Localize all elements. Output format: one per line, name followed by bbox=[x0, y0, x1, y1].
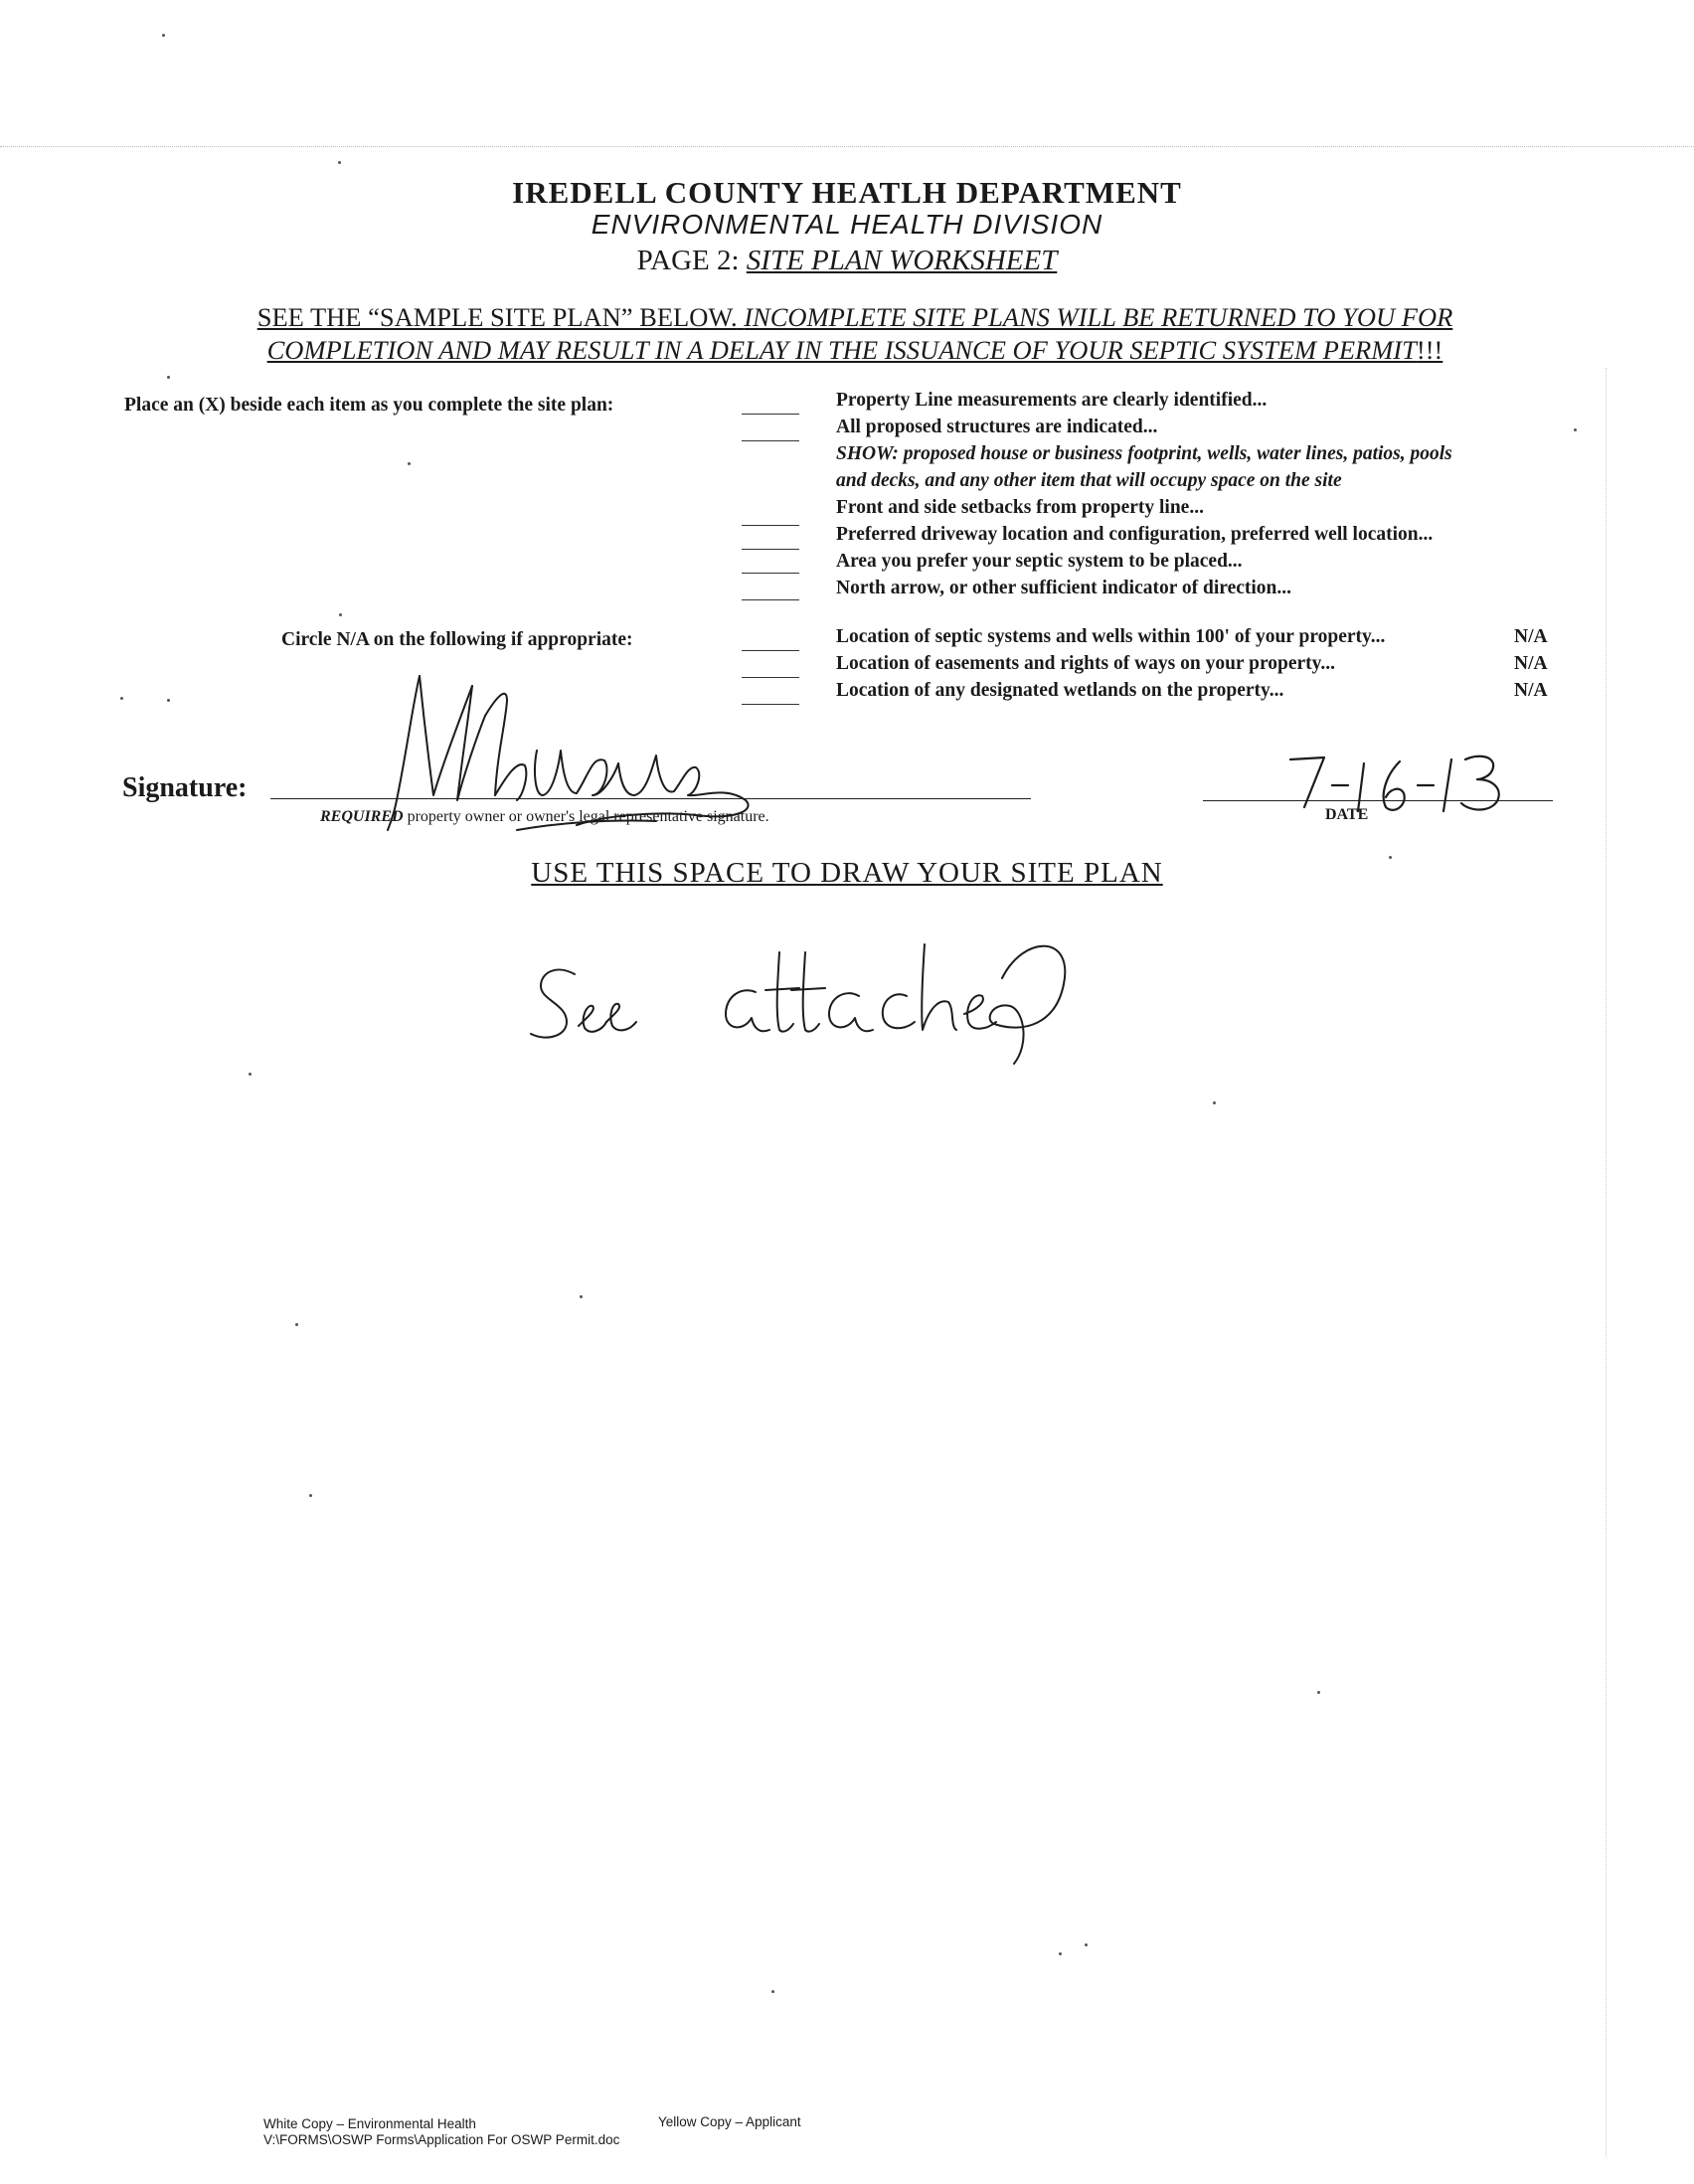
handwritten-date bbox=[1282, 746, 1531, 820]
handwritten-see-attached bbox=[527, 915, 1084, 1084]
handwritten-signature bbox=[358, 656, 815, 855]
footer-white-copy: White Copy – Environmental Health bbox=[263, 2116, 476, 2131]
worksheet-title: SITE PLAN WORKSHEET bbox=[746, 245, 1058, 276]
checklist-instruction: Place an (X) beside each item as you complete the site plan: bbox=[124, 395, 614, 416]
page-title bbox=[0, 245, 1694, 277]
na-option[interactable]: N/A bbox=[1514, 680, 1548, 701]
warning-exclaim: !!! bbox=[1416, 335, 1443, 365]
na-item: Location of easements and rights of ways on your property... bbox=[836, 653, 1335, 674]
scan-speck bbox=[1389, 856, 1392, 859]
checklist-item: Front and side setbacks from property line... bbox=[836, 497, 1204, 518]
checkbox-line-setbacks[interactable] bbox=[742, 525, 799, 526]
scan-edge-line-right bbox=[1606, 368, 1607, 2157]
checklist-item: North arrow, or other sufficient indicator of direction... bbox=[836, 578, 1292, 598]
warning-line-1 bbox=[159, 302, 1551, 333]
footer-file-path: V:\FORMS\OSWP Forms\Application For OSWP Permit.doc bbox=[263, 2132, 620, 2147]
page-label: PAGE 2: bbox=[636, 245, 740, 276]
warning-delay-note: COMPLETION AND MAY RESULT IN A DELAY IN THE ISSUANCE OF YOUR SEPTIC SYSTEM PERMIT bbox=[266, 335, 1417, 365]
scan-speck bbox=[1059, 1952, 1062, 1955]
warning-line-2 bbox=[159, 335, 1551, 366]
checkbox-line-structures[interactable] bbox=[742, 440, 799, 441]
na-item: Location of septic systems and wells within 100' of your property... bbox=[836, 626, 1386, 647]
division-title: ENVIRONMENTAL HEALTH DIVISION bbox=[591, 209, 1103, 240]
checklist-item: Preferred driveway location and configuration, preferred well location... bbox=[836, 524, 1434, 545]
scan-edge-line bbox=[0, 146, 1694, 147]
scan-speck bbox=[771, 1990, 774, 1993]
checkbox-line-property[interactable] bbox=[742, 414, 799, 415]
date-caption: DATE bbox=[1325, 806, 1369, 823]
signature-required: REQUIRED bbox=[320, 808, 404, 825]
na-instruction: Circle N/A on the following if appropriate: bbox=[281, 629, 633, 650]
checkbox-line-septic-wells[interactable] bbox=[742, 650, 799, 651]
scan-speck bbox=[120, 697, 123, 700]
scan-speck bbox=[338, 161, 341, 164]
checkbox-line-driveway[interactable] bbox=[742, 549, 799, 550]
signature-caption-text: property owner or owner's legal representative signature. bbox=[403, 808, 769, 825]
scan-speck bbox=[1085, 1943, 1088, 1946]
na-option[interactable]: N/A bbox=[1514, 626, 1548, 647]
scan-speck bbox=[1317, 1691, 1320, 1694]
scan-speck bbox=[167, 699, 170, 702]
scan-speck bbox=[1574, 428, 1577, 431]
warning-return-note: INCOMPLETE SITE PLANS WILL BE RETURNED TO YOU FOR bbox=[744, 302, 1453, 332]
footer-yellow-copy: Yellow Copy – Applicant bbox=[658, 2114, 801, 2129]
scan-speck bbox=[408, 462, 411, 465]
checklist-item: Area you prefer your septic system to be placed... bbox=[836, 551, 1243, 572]
checklist-item: All proposed structures are indicated... bbox=[836, 417, 1158, 437]
signature-label: Signature: bbox=[122, 772, 248, 803]
checklist-item-show-cont: and decks, and any other item that will occupy space on the site bbox=[836, 470, 1342, 491]
na-option[interactable]: N/A bbox=[1514, 653, 1548, 674]
na-item: Location of any designated wetlands on the property... bbox=[836, 680, 1284, 701]
checkbox-line-north-arrow[interactable] bbox=[742, 599, 799, 600]
scan-speck bbox=[167, 376, 170, 379]
department-title: IREDELL COUNTY HEATLH DEPARTMENT bbox=[512, 175, 1182, 210]
scan-speck bbox=[339, 613, 342, 616]
checklist-item-show: SHOW: proposed house or business footprint, wells, water lines, patios, pools bbox=[836, 443, 1452, 464]
scan-speck bbox=[580, 1295, 583, 1298]
scan-speck bbox=[249, 1073, 252, 1076]
scan-speck bbox=[162, 34, 165, 37]
scan-speck bbox=[309, 1494, 312, 1497]
checklist-item: Property Line measurements are clearly identified... bbox=[836, 390, 1268, 411]
checkbox-line-septic-area[interactable] bbox=[742, 573, 799, 574]
scan-speck bbox=[295, 1323, 298, 1326]
site-plan-heading: USE THIS SPACE TO DRAW YOUR SITE PLAN bbox=[531, 857, 1163, 889]
warning-sample-note: SEE THE “SAMPLE SITE PLAN” BELOW. bbox=[256, 302, 738, 332]
scan-speck bbox=[1213, 1101, 1216, 1104]
